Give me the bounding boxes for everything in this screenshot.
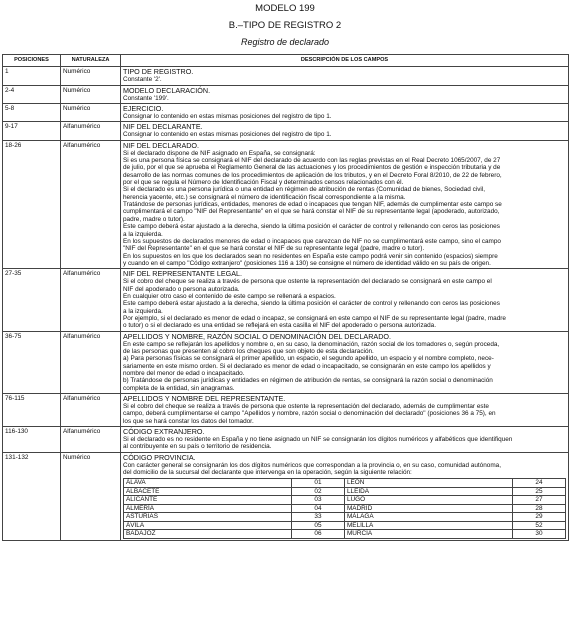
table-header-row	[3, 55, 569, 67]
field-name: NIF DEL DECLARANTE.	[123, 122, 203, 132]
province-name: ASTURIAS	[124, 513, 292, 522]
row-description	[121, 85, 569, 103]
row-nature: Alfanumérico	[61, 140, 121, 269]
description-line: b) Tratándose de personas jurídicas y entidades en régimen de atribución de rentas, se consignará la razón social o denominación	[123, 377, 493, 385]
province-row	[124, 521, 566, 530]
row-positions: 131-132	[3, 452, 61, 540]
field-name: APELLIDOS Y NOMBRE, RAZÓN SOCIAL O DENOMINACIÓN DEL DECLARADO.	[123, 331, 391, 341]
row-description	[121, 67, 569, 85]
province-code: 03	[291, 496, 344, 505]
province-name: ÁVILA	[124, 521, 292, 530]
row-nature: Alfanumérico	[61, 269, 121, 331]
province-code: 29	[512, 513, 565, 522]
province-code: 52	[512, 521, 565, 530]
row-description	[121, 427, 569, 453]
province-name: ALMERÍA	[124, 504, 292, 513]
description-line: a la izquierda.	[123, 307, 163, 315]
table-row	[3, 140, 569, 269]
description-line: Si el declarado dispone de NIF asignado en España, se consignará:	[123, 149, 316, 157]
row-positions: 116-130	[3, 427, 61, 453]
province-code: 33	[291, 513, 344, 522]
province-code: 05	[291, 521, 344, 530]
description-line: Constante '199'.	[123, 94, 169, 102]
field-name: CÓDIGO PROVINCIA.	[123, 452, 196, 462]
row-description	[121, 269, 569, 331]
row-nature: Alfanumérico	[61, 427, 121, 453]
table-row	[3, 269, 569, 331]
province-name: ALBACETE	[124, 487, 292, 496]
description-line: cumplimentará el campo "NIF del Representante" en el que se hará constar el NIF de su representante legal (apoderado, autorizado,	[123, 208, 500, 216]
description-line: completa de la entidad, sin anagramas.	[123, 384, 235, 392]
province-name: MELILLA	[344, 521, 512, 530]
field-name: NIF DEL REPRESENTANTE LEGAL.	[123, 269, 243, 279]
row-positions: 76-115	[3, 394, 61, 427]
description-line: Si es una persona física se consignará el NIF del declarado de acuerdo con las reglas previstas en el Real Decreto 1065/2007, de 27	[123, 157, 501, 165]
description-line: Si el declarado es una persona jurídica o una entidad en régimen de atribución de rentas (Comunidad de bienes, Sociedad civil,	[123, 186, 486, 194]
row-description	[121, 452, 569, 540]
field-name: TIPO DE REGISTRO.	[123, 67, 194, 77]
description-line: Consignar lo contenido en estas mismas posiciones del registro de tipo 1.	[123, 113, 332, 121]
model-title: MODELO 199	[255, 3, 315, 14]
province-row	[124, 487, 566, 496]
province-code: 04	[291, 504, 344, 513]
row-nature: Numérico	[61, 452, 121, 540]
description-line: de julio, por el que se aprueba el Reglamento General de las actuaciones y los procedimientos de gestión e inspección tributaria y de	[123, 164, 501, 172]
province-code: 06	[291, 530, 344, 539]
province-code: 28	[512, 504, 565, 513]
province-name: MÁLAGA	[344, 513, 512, 522]
description-line: padre, madre o tutor).	[123, 215, 185, 223]
province-row	[124, 530, 566, 539]
description-line: al contribuyente en su país o territorio de residencia.	[123, 443, 272, 451]
description-line: y cuando en el campo "Código extranjero" (posiciones 116 a 130) se consigne el número de identidad válido en su país de origen.	[123, 259, 491, 267]
row-nature: Alfanumérico	[61, 394, 121, 427]
field-name: APELLIDOS Y NOMBRE DEL REPRESENTANTE.	[123, 394, 286, 404]
province-row	[124, 513, 566, 522]
province-code: 27	[512, 496, 565, 505]
column-header-description: DESCRIPCIÓN DE LOS CAMPOS	[121, 55, 569, 67]
province-name: ALICANTE	[124, 496, 292, 505]
description-line: desarrollo de las normas comunes de los procedimientos de aplicación de los tributos, y en el Decreto Foral 8/2010, de 22 de febrero,	[123, 171, 502, 179]
description-line: Si el cobro del cheque se realiza a través de persona que ostente la representación del declarado se consignará en este campo el	[123, 278, 492, 286]
description-line: Consignar lo contenido en estas mismas posiciones del registro de tipo 1.	[123, 131, 332, 139]
description-line: los que se hará constar los datos del tomador.	[123, 417, 254, 425]
description-line: Este campo deberá estar ajustado a la derecha, siendo la última posición el carácter de control y rellenando con ceros las posiciones	[123, 300, 500, 308]
record-subtitle: Registro de declarado	[240, 37, 330, 47]
row-nature: Alfanumérico	[61, 122, 121, 140]
province-row	[124, 496, 566, 505]
province-row	[124, 479, 566, 488]
description-line: nombre del menor de edad o incapacitado.	[123, 370, 245, 377]
row-positions: 1	[3, 67, 61, 85]
province-code: 30	[512, 530, 565, 539]
province-name: LEÓN	[344, 479, 512, 488]
description-line: Por ejemplo, si el declarado es menor de edad o incapaz, se consignará en este campo el NIF de su representante legal (padre, madre	[123, 314, 506, 322]
row-positions: 36-75	[3, 331, 61, 393]
description-line: a la izquierda.	[123, 230, 163, 238]
row-nature: Numérico	[61, 67, 121, 85]
description-line: En este campo se reflejarán los apellidos y nombre o, en su caso, la denominación, razón social de los tomadores o, según proceda,	[123, 340, 500, 348]
row-nature: Numérico	[61, 104, 121, 122]
province-name: LUGO	[344, 496, 512, 505]
row-positions: 2-4	[3, 85, 61, 103]
province-row	[124, 504, 566, 513]
description-line: En cualquier otro caso el contenido de este campo se rellenará a espacios.	[123, 292, 336, 300]
row-positions: 27-35	[3, 269, 61, 331]
table-row	[3, 394, 569, 427]
description-line: del domicilio de la sucursal del declarante que intervenga en la operación, según la siguiente relación:	[123, 469, 412, 477]
row-description	[121, 104, 569, 122]
description-line: Este campo deberá estar ajustado a la derecha, siendo la última posición el carácter de control y rellenando con ceros las posiciones	[123, 223, 500, 231]
description-line: a) Para personas físicas se consignará el primer apellido, un espacio, el segundo apellido, un espacio y el nombre completo, nece-	[123, 355, 494, 363]
description-line: "NIF del Representante" en el que se hará constar el NIF de su representante legal (padre, madre o tutor).	[123, 245, 425, 253]
description-line: Con carácter general se consignarán los dos dígitos numéricos que correspondan a la provincia o, en su caso, comunidad autónoma,	[123, 461, 501, 469]
description-line: Tratándose de personas jurídicas, entidades, menores de edad o incapaces que tengan NIF, además de cumplimentar este campo se	[123, 201, 502, 209]
table-row	[3, 104, 569, 122]
record-type-title: B.–TIPO DE REGISTRO 2	[228, 20, 342, 31]
province-name: LLEIDA	[344, 487, 512, 496]
description-line: En los supuestos en los que los declarados sean no residentes en España este campo podrá venir sin contenido (espacios) siempre	[123, 252, 498, 260]
description-line: sariamente en este mismo orden. Si el declarado es menor de edad o incapacitado, se consignarán en este campo los apellidos y	[123, 362, 491, 370]
description-line: de las personas que presenten al cobro los cheques que son objeto de esta declaración.	[123, 347, 374, 355]
row-description	[121, 331, 569, 393]
row-description	[121, 122, 569, 140]
row-positions: 18-26	[3, 140, 61, 269]
column-header-nature: NATURALEZA	[61, 55, 121, 67]
table-row	[3, 331, 569, 393]
row-description	[121, 140, 569, 269]
province-code: 02	[291, 487, 344, 496]
province-code: 25	[512, 487, 565, 496]
field-name: MODELO DECLARACIÓN.	[123, 85, 211, 95]
province-name: MADRID	[344, 504, 512, 513]
description-line: Si el declarado es no residente en España y no tiene asignado un NIF se consignarán los dígitos numéricos y alfabéticos que identifiquen	[123, 436, 513, 444]
table-row	[3, 452, 569, 540]
column-header-positions: POSICIONES	[3, 55, 61, 67]
description-line: Si el cobro del cheque se realiza a través de persona que ostente la representación del declarado, además de cumplimentar este	[123, 403, 489, 411]
row-nature: Alfanumérico	[61, 331, 121, 393]
fields-table	[2, 54, 569, 541]
row-nature: Numérico	[61, 85, 121, 103]
table-row	[3, 427, 569, 453]
province-code: 24	[512, 479, 565, 488]
province-name: BADAJOZ	[124, 530, 292, 539]
description-line: En los supuestos de declarados menores de edad o incapaces que carezcan de NIF no se cumplimentará este campo, sino el campo	[123, 237, 501, 245]
description-line: NIF del apoderado o persona autorizada.	[123, 285, 240, 293]
row-positions: 9-17	[3, 122, 61, 140]
field-name: NIF DEL DECLARADO.	[123, 140, 200, 150]
table-row	[3, 85, 569, 103]
province-name: MURCIA	[344, 530, 512, 539]
description-line: campo, deberá cumplimentarse el campo "Apellidos y nombre, razón social o denominación del declarado" (posiciones 36 a 75), en	[123, 410, 496, 418]
description-line: Constante '2'.	[123, 76, 162, 84]
row-positions: 5-8	[3, 104, 61, 122]
description-line: por el que se regula el Número de Identificación Fiscal y determinados censos relacionados con él.	[123, 179, 404, 187]
row-description	[121, 394, 569, 427]
province-code: 01	[291, 479, 344, 488]
table-row	[3, 67, 569, 85]
field-name: CÓDIGO EXTRANJERO.	[123, 427, 205, 437]
description-line: herencia yacente, etc.) se consignará el número de identificación fiscal correspondiente a la misma.	[123, 193, 406, 201]
province-codes-table	[123, 478, 566, 539]
field-name: EJERCICIO.	[123, 104, 164, 114]
table-row	[3, 122, 569, 140]
description-line: o tutor) o si el declarado es una entidad se reflejará en esta casilla el NIF del apoderado o persona autorizada.	[123, 322, 436, 330]
province-name: ÁLAVA	[124, 479, 292, 488]
